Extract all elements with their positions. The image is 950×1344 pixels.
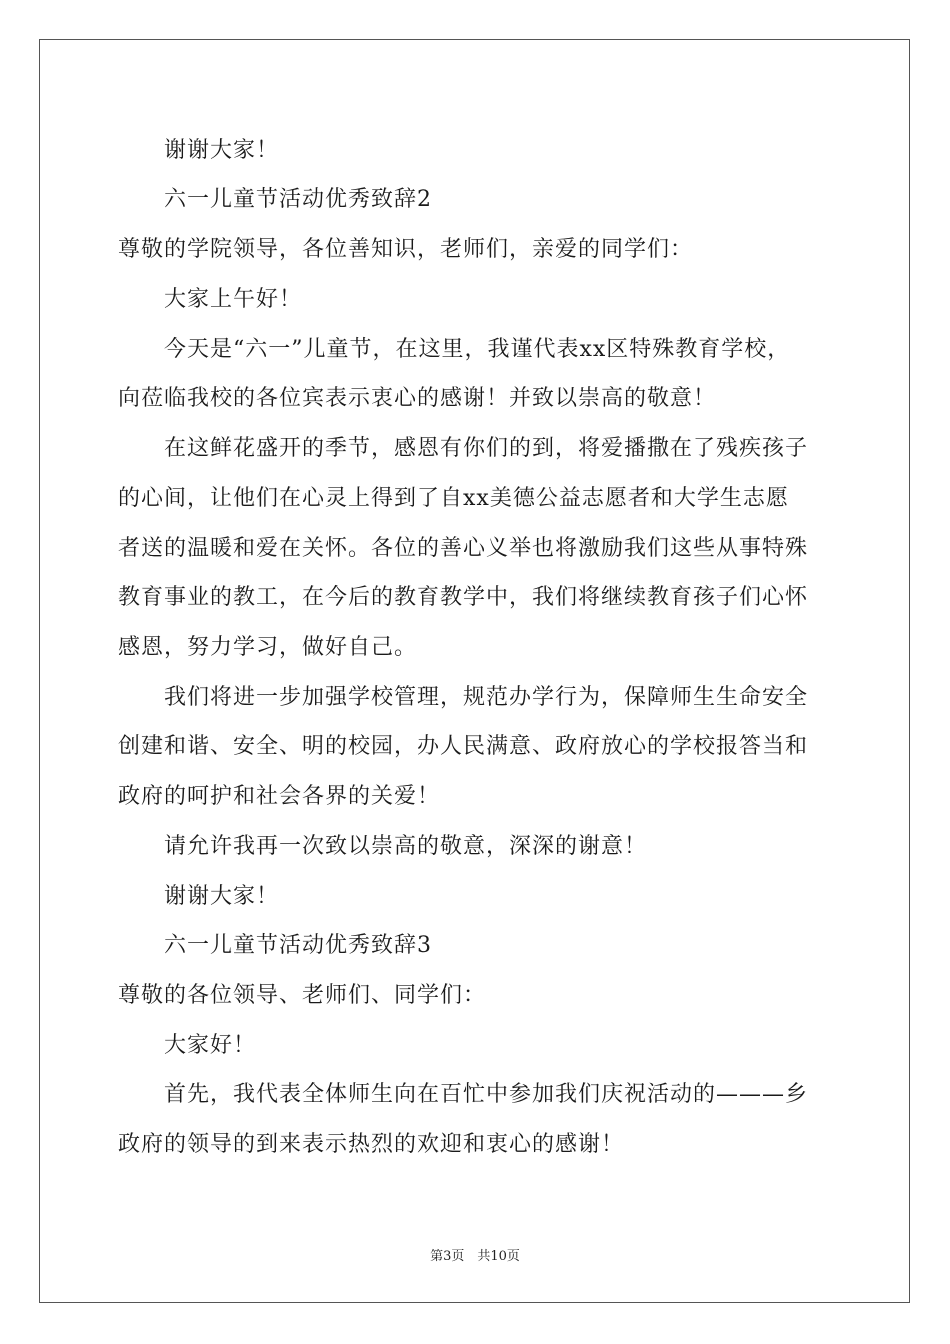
paragraph-line: 政府的领导的到来表示热烈的欢迎和衷心的感谢！ <box>118 1132 625 1157</box>
paragraph-line: 感恩，努力学习，做好自己。 <box>118 635 418 660</box>
page-border <box>39 39 910 1303</box>
paragraph-line: 者送的温暖和爱在关怀。各位的善心义举也将激励我们这些从事特殊 <box>118 536 809 561</box>
paragraph-line: 政府的呵护和社会各界的关爱！ <box>118 784 441 809</box>
salutation: 尊敬的各位领导、老师们、同学们： <box>118 983 487 1008</box>
greeting: 大家好！ <box>164 1033 257 1058</box>
paragraph-line: 向莅临我校的各位宾表示衷心的感谢！并致以崇高的敬意！ <box>118 386 717 411</box>
paragraph-line: 教育事业的教工，在今后的教育教学中，我们将继续教育孩子们心怀 <box>118 585 809 610</box>
greeting: 大家上午好！ <box>164 287 303 312</box>
paragraph-line: 的心间，让他们在心灵上得到了自xx美德公益志愿者和大学生志愿 <box>118 486 789 511</box>
paragraph-line: 在这鲜花盛开的季节，感恩有你们的到，将爱播撒在了残疾孩子 <box>164 436 809 461</box>
salutation: 尊敬的学院领导，各位善知识，老师们，亲爱的同学们： <box>118 237 694 262</box>
text-line: 谢谢大家！ <box>164 138 280 163</box>
paragraph-line: 我们将进一步加强学校管理，规范办学行为，保障师生生命安全 <box>164 685 809 710</box>
section-title: 六一儿童节活动优秀致辞2 <box>164 187 432 212</box>
paragraph-line: 请允许我再一次致以崇高的敬意，深深的谢意！ <box>164 834 648 859</box>
text-line: 谢谢大家！ <box>164 884 280 909</box>
page-number-footer: 第3页 共10页 <box>430 1249 520 1264</box>
paragraph-line: 首先，我代表全体师生向在百忙中参加我们庆祝活动的———乡 <box>164 1082 809 1107</box>
section-title: 六一儿童节活动优秀致辞3 <box>164 933 432 958</box>
paragraph-line: 今天是“六一”儿童节，在这里，我谨代表xx区特殊教育学校， <box>164 337 791 362</box>
paragraph-line: 创建和谐、安全、明的校园，办人民满意、政府放心的学校报答当和 <box>118 734 809 759</box>
